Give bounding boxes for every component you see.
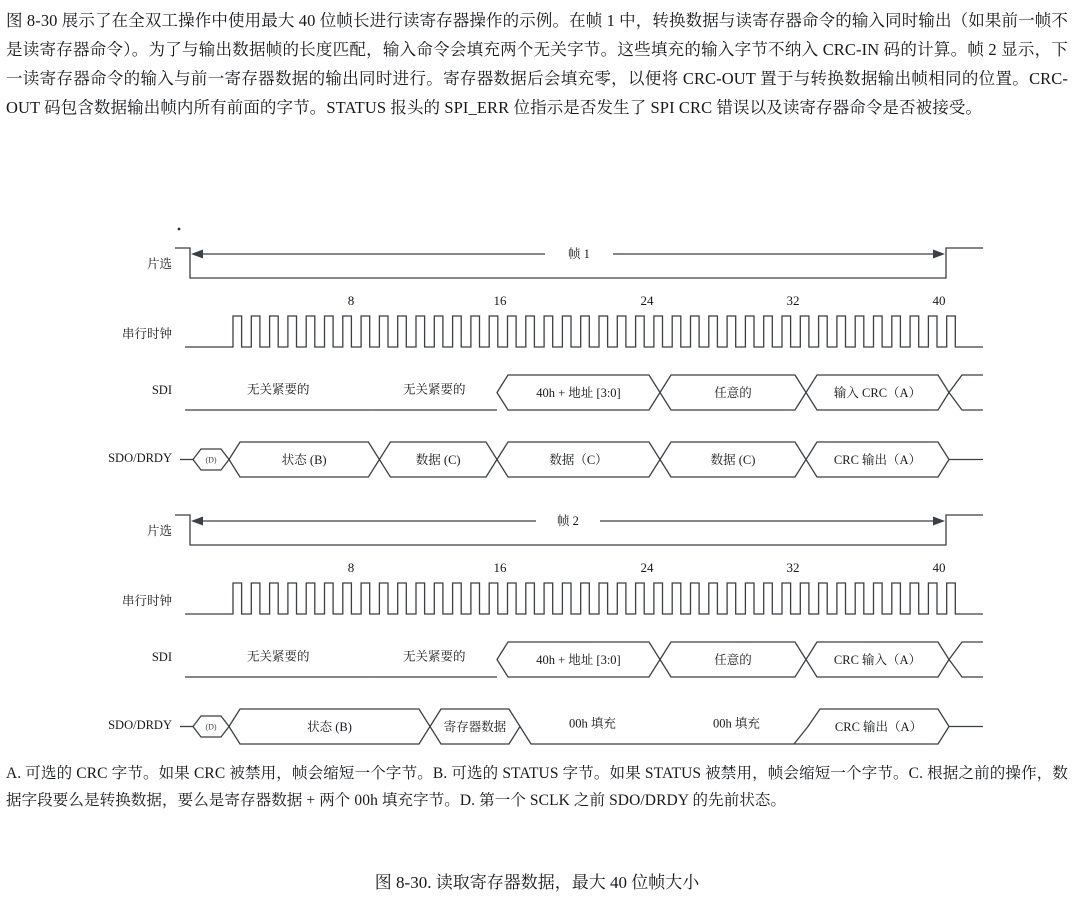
bus-segment-label: 40h + 地址 [3:0] <box>536 653 621 667</box>
bus-segment-label: 数据（C） <box>549 453 608 467</box>
bus-segment-label: CRC 输入（A） <box>833 653 922 667</box>
bus-segment-label: 无关紧要的 <box>402 649 466 664</box>
clock-tick-16: 16 <box>493 293 507 308</box>
bus-segment-label: 任意的 <box>714 386 752 400</box>
bus-segment-label: CRC 输出（A） <box>834 720 923 734</box>
bus-segment-label: 数据 (C) <box>415 453 461 467</box>
bus-segment-label: 无关紧要的 <box>246 382 310 397</box>
bus-segment-label: 状态 (B) <box>307 720 352 734</box>
bus-segment-label: 00h 填充 <box>713 716 760 731</box>
sdi-tail-low <box>949 660 983 678</box>
footnotes-paragraph: A. 可选的 CRC 字节。如果 CRC 被禁用，帧会缩短一个字节。B. 可选的 STATUS 字节。如果 STATUS 被禁用，帧会缩短一个字节。C. 根据之前的操作，数据字段要么是转换数据，要么是寄存器数据 + 两个 00h 填充字节。D. 第一个 SCLK 之前 SDO/DRDY 的先前状态。 <box>6 765 1068 809</box>
sdi-tail-high <box>949 375 983 393</box>
clock-tick-32: 32 <box>786 560 800 575</box>
bus-segment-label: (D) <box>205 722 217 732</box>
signal-label-sdi: SDI <box>151 383 172 397</box>
timing-figure <box>0 212 1074 757</box>
signal-label-sdi: SDI <box>151 650 172 664</box>
frame-label: 帧 1 <box>568 247 590 261</box>
bus-segment-label: (D) <box>205 455 217 465</box>
bus-segment-label: 40h + 地址 [3:0] <box>536 386 621 400</box>
intro-paragraph: 图 8-30 展示了在全双工操作中使用最大 40 位帧长进行读寄存器操作的示例。在帧 1 中，转换数据与读寄存器命令的输入同时输出（如果前一帧不是读寄存器命令）。为了与输出数据帧的长度匹配，输入命令会填充两个无关字节。这些填充的输入字节不纳入 CRC-IN 码的计算。帧 2 显示，下一读寄存器命令的输入与前一寄存器数据的输出同时进行。寄存器数据后会填充零，以便将 CRC-OUT 置于与转换数据输出帧相同的位置。CRC-OUT 码包含数据输出帧内所有前面的字节。STATUS 报头的 SPI_ERR 位指示是否发生了 SPI CRC 错误以及读寄存器命令是否被接受。 <box>6 11 1068 117</box>
clock-tick-32: 32 <box>786 293 800 308</box>
signal-label-cs: 片选 <box>146 524 172 538</box>
bus-segment-label: 任意的 <box>714 653 752 667</box>
cs-waveform <box>175 515 983 545</box>
sdo-waveform <box>180 442 983 477</box>
signal-label-sdo: SDO/DRDY <box>108 718 172 732</box>
sclk-waveform <box>185 583 983 614</box>
signal-label-sclk: 串行时钟 <box>121 594 172 608</box>
clock-tick-8: 8 <box>347 293 355 308</box>
bus-segment-label: CRC 输出（A） <box>833 453 922 467</box>
bus-segment-label: 无关紧要的 <box>246 649 310 664</box>
bus-segment-label: 数据 (C) <box>710 453 756 467</box>
clock-tick-40: 40 <box>932 293 946 308</box>
artifact-dot <box>178 228 181 231</box>
bus-segment-label: 输入 CRC（A） <box>833 386 922 400</box>
bus-segment-label: 00h 填充 <box>569 716 616 731</box>
signal-label-cs: 片选 <box>146 257 172 271</box>
bus-segment-label: 寄存器数据 <box>443 720 507 734</box>
sclk-waveform <box>185 316 983 347</box>
sdi-tail-low <box>949 393 983 411</box>
clock-tick-16: 16 <box>493 560 507 575</box>
bus-segment-label: 无关紧要的 <box>402 382 466 397</box>
clock-tick-24: 24 <box>640 560 654 575</box>
timing-diagram-frame2 <box>0 487 1074 747</box>
figure-caption: 图 8-30. 读取寄存器数据，最大 40 位帧大小 <box>374 873 700 892</box>
sdi-waveform <box>185 642 983 677</box>
signal-label-sdo: SDO/DRDY <box>108 451 172 465</box>
clock-tick-8: 8 <box>347 560 355 575</box>
sdo-waveform <box>180 709 983 744</box>
sdo-low-rail <box>520 727 808 745</box>
sdi-tail-high <box>949 642 983 660</box>
clock-tick-40: 40 <box>932 560 946 575</box>
sdi-waveform <box>185 375 983 410</box>
clock-tick-24: 24 <box>640 293 654 308</box>
bus-segment-label: 状态 (B) <box>281 453 327 467</box>
timing-diagram-frame1 <box>0 220 1074 480</box>
signal-label-sclk: 串行时钟 <box>121 327 172 341</box>
frame-label: 帧 2 <box>557 514 579 528</box>
